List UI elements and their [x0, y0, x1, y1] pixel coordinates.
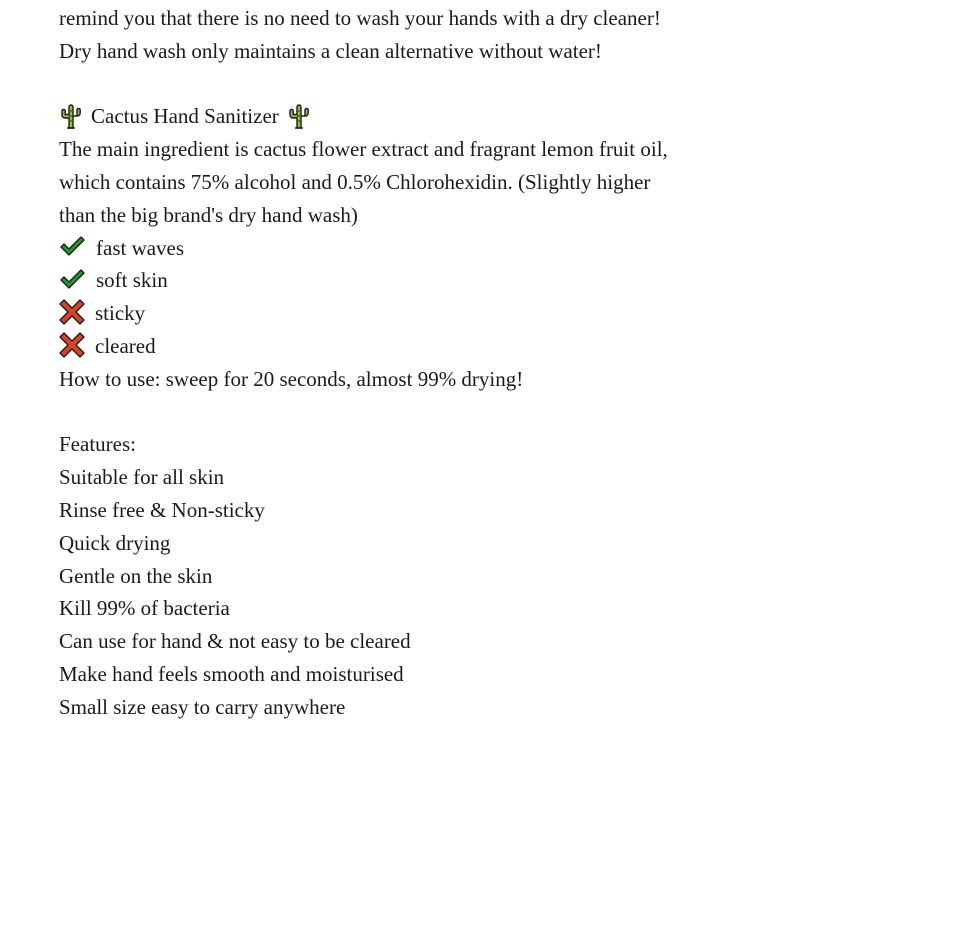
spacer [59, 68, 759, 101]
cactus-icon [287, 103, 311, 129]
product-description [59, 2, 759, 724]
feature-item: Rinse free & Non-sticky [59, 497, 265, 522]
intro-line-2: Dry hand wash only maintains a clean alternative without water! [59, 38, 602, 63]
checklist-item [59, 232, 759, 265]
feature-item: Small size easy to carry anywhere [59, 694, 346, 719]
product-desc-line-1: The main ingredient is cactus flower extract and fragrant lemon fruit oil, [59, 137, 668, 162]
feature-item: Suitable for all skin [59, 465, 225, 490]
checklist-item-label: cleared [95, 333, 156, 358]
feature-item: Kill 99% of bacteria [59, 596, 230, 621]
product-desc-line-3: than the big brand's dry hand wash) [59, 202, 358, 227]
features-heading: Features: [59, 432, 136, 457]
check-icon [59, 268, 86, 292]
cross-icon [59, 332, 85, 358]
feature-item: Quick drying [59, 530, 171, 555]
cross-icon [59, 299, 85, 325]
intro-line-1: remind you that there is no need to wash your hands with a dry cleaner! [59, 6, 661, 30]
checklist-item [59, 264, 759, 297]
feature-item: Gentle on the skin [59, 563, 213, 588]
check-icon [59, 235, 86, 259]
feature-item: Make hand feels smooth and moisturised [59, 661, 404, 686]
cactus-icon [59, 103, 83, 129]
checklist-item-label: fast waves [96, 235, 185, 260]
checklist-item [59, 297, 759, 330]
product-title: Cactus Hand Sanitizer [91, 104, 279, 129]
checklist-item-label: sticky [95, 301, 146, 326]
product-desc-line-2: which contains 75% alcohol and 0.5% Chlorohexidin. (Slightly higher [59, 169, 651, 194]
product-title-line [59, 100, 759, 133]
feature-item: Can use for hand & not easy to be cleared [59, 629, 411, 654]
spacer [59, 396, 759, 429]
checklist-item [59, 330, 759, 363]
usage-instructions: How to use: sweep for 20 seconds, almost 99% drying! [59, 366, 524, 391]
checklist-item-label: soft skin [96, 268, 168, 293]
